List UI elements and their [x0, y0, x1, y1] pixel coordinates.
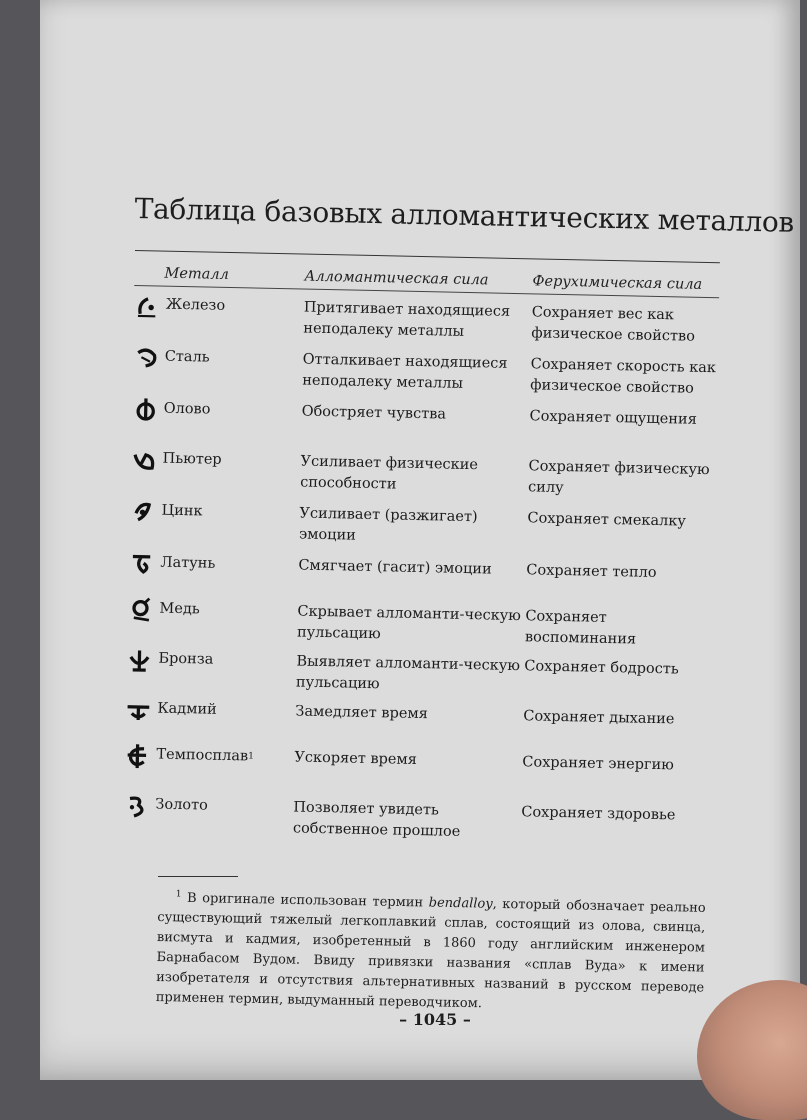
feruchemical-cell: Сохраняет тепло	[526, 562, 657, 581]
metal-cell	[122, 794, 293, 852]
gold-symbol-icon	[123, 792, 151, 817]
metal-name: Олово	[163, 400, 211, 418]
steel-symbol-icon	[133, 344, 161, 369]
metal-cell	[130, 448, 301, 504]
allomantic-cell: Замедляет время	[295, 703, 429, 723]
zinc-symbol-icon	[129, 498, 157, 523]
feruchemical-cell: Сохраняет энергию	[522, 754, 674, 774]
allomantic-cell: Скрывает алломанти-ческую пульсацию	[296, 603, 522, 643]
footnote-rule	[158, 876, 238, 877]
allomantic-cell: Усиливает (разжигает) эмоции	[298, 505, 478, 544]
metal-name: Латунь	[160, 554, 216, 572]
allomantic-cell: Обостряет чувства	[301, 403, 447, 423]
feruchemical-cell: Сохраняет воспоминания	[524, 608, 637, 648]
page-number: – 1045 –	[399, 1010, 471, 1029]
header-allomantic: Алломантическая сила	[304, 268, 489, 289]
feruchemical-cell: Сохраняет дыхание	[523, 708, 675, 728]
metal-name: Медь	[159, 600, 200, 618]
copper-symbol-icon	[127, 596, 155, 621]
feruchemical-cell: Сохраняет здоровье	[521, 804, 676, 824]
footnote-ref: 1	[248, 751, 254, 762]
metal-name: Темпосплав	[156, 746, 249, 765]
footnote	[156, 884, 706, 1019]
footnote-text-after: , который обозначает реально существующий тяжелый легкоплавкий сплав, состоящий из олова, свинца, висмута и кадмия, изобретенный в 1860 году английским инженером Барнабасом Вудом. Ввиду привязки названия «сплав Вуда» к имени изобретателя и отсутствия альтернативных названий в русском переводе применен термин, выдуманный переводчиком.	[155, 896, 706, 1012]
feruchemical-cell: Сохраняет физическую силу	[527, 458, 710, 497]
allomantic-cell: Смягчает (гасит) эмоции	[298, 557, 492, 578]
metal-cell	[128, 552, 299, 602]
feruchemical-cell: Сохраняет скорость как физическое свойство	[530, 356, 717, 397]
metal-cell	[125, 698, 296, 748]
allomantic-cell: Отталкивает находящиеся неподалеку металлы	[302, 351, 508, 392]
metal-cell	[127, 598, 298, 652]
metal-name: Кадмий	[157, 700, 217, 718]
bronze-symbol-icon	[126, 646, 154, 671]
iron-symbol-icon	[134, 292, 162, 317]
metal-name: Бронза	[158, 650, 214, 668]
table-body	[122, 286, 724, 860]
footnote-term: bendalloy	[428, 895, 493, 912]
bendalloy-symbol-icon	[124, 742, 152, 767]
feruchemical-cell: Сохраняет смекалку	[527, 510, 687, 530]
tin-symbol-icon	[131, 396, 159, 421]
metal-cell	[131, 398, 302, 452]
metal-name: Железо	[165, 296, 226, 314]
header-metal: Металл	[164, 265, 229, 283]
metal-name: Цинк	[161, 502, 203, 520]
feruchemical-cell: Сохраняет бодрость	[524, 658, 679, 678]
allomantic-cell: Выявляет алломанти-ческую пульсацию	[295, 653, 521, 693]
cadmium-symbol-icon	[125, 696, 153, 721]
footnote-mark: 1	[175, 889, 182, 900]
metal-cell	[126, 648, 297, 702]
metal-cell	[129, 500, 300, 556]
metal-name: Пьютер	[162, 450, 222, 468]
header-feruchemical: Ферухимическая сила	[532, 273, 703, 293]
allomantic-cell: Усиливает физические способности	[299, 453, 479, 493]
page-title: Таблица базовых алломантических металлов	[134, 192, 795, 239]
feruchemical-cell: Сохраняет вес как физическое свойство	[531, 304, 696, 345]
bleed-through-text	[130, 0, 730, 180]
metal-cell	[132, 346, 303, 402]
metal-name: Золото	[155, 796, 209, 814]
footnote-text-before: В оригинале использован термин	[186, 890, 429, 911]
feruchemical-cell: Сохраняет ощущения	[529, 408, 697, 428]
book-page	[40, 0, 800, 1080]
allomantic-cell: Ускоряет время	[294, 749, 418, 769]
metals-table	[122, 250, 724, 860]
metal-cell	[133, 294, 304, 350]
table-row	[122, 794, 713, 860]
allomantic-cell: Притягивает находящиеся неподалеку металлы	[303, 299, 511, 340]
metal-name: Сталь	[164, 348, 210, 366]
pewter-symbol-icon	[130, 446, 158, 471]
metal-cell	[124, 744, 295, 798]
allomantic-cell: Позволяет увидеть собственное прошлое	[292, 799, 461, 840]
brass-symbol-icon	[128, 550, 156, 575]
